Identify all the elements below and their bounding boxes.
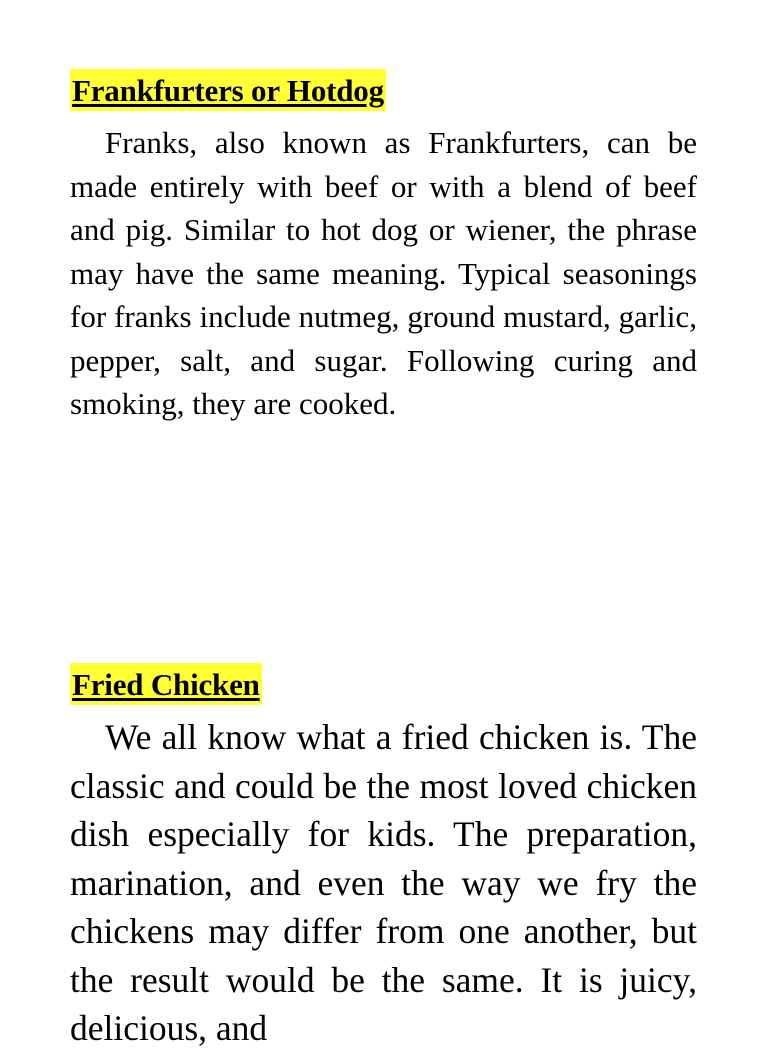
section-body-frankfurters: Franks, also known as Frankfurters, can be made entirely with beef or with a blend of beef and pig. Similar to hot dog or wiener, the phrase may have the same meaning. Typical seasonings for franks include nutmeg, ground mustard, garlic, pepper, salt, and sugar. Following curing and smoking, they are cooked. <box>70 125 697 421</box>
section-heading-frankfurters: Frankfurters or Hotdog <box>70 69 386 111</box>
section-heading-fried-chicken: Fried Chicken <box>70 663 262 705</box>
section-body-fried-chicken: We all know what a fried chicken is. The classic and could be the most loved chicken dish especially for kids. The preparation, marination, and even the way we fry the chickens may differ from one another, but the result would be the same. It is juicy, delicious, and <box>70 717 697 1048</box>
section-fried-chicken <box>70 663 697 1053</box>
section-frankfurters <box>70 69 697 426</box>
